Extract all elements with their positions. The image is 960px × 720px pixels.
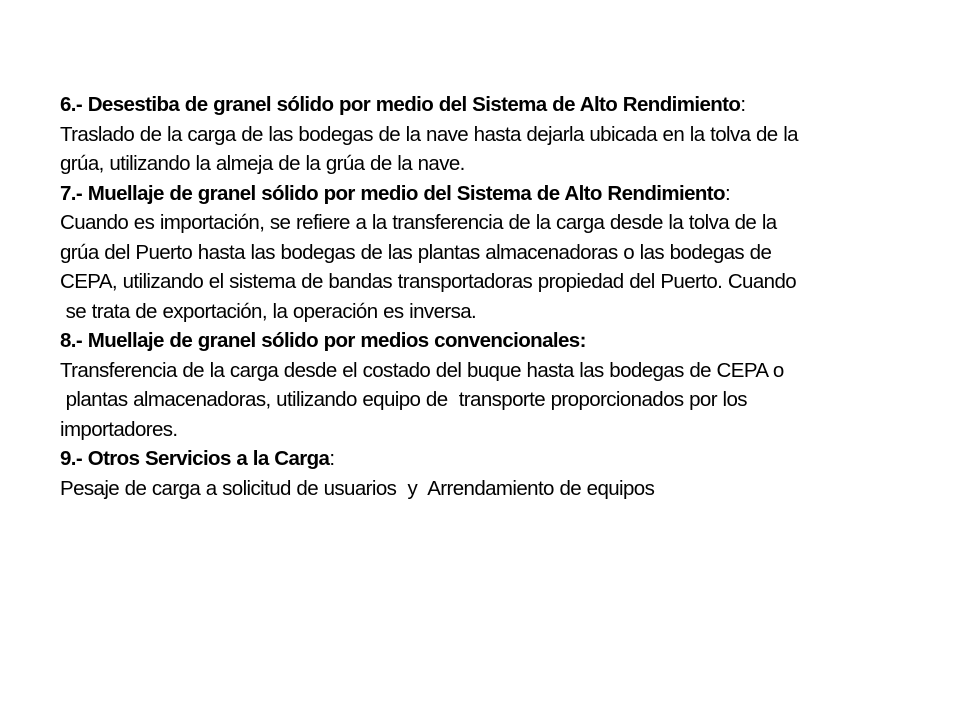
item-7-heading-suffix: : [724,181,731,205]
item-6-heading-line [60,90,950,120]
item-6-body-line-1: Traslado de la carga de las bodegas de la nave hasta dejarla ubicada en la tolva de la [60,122,798,146]
item-9-body-line-1: Pesaje de carga a solicitud de usuarios y Arrendamiento de equipos [60,476,655,500]
item-9-heading-line [60,444,950,474]
item-9-heading: 9.- Otros Servicios a la Carga [60,447,330,470]
item-8-body-line-3: importadores. [60,417,178,441]
item-8-body-line-2: plantas almacenadoras, utilizando equipo de transporte proporcionados por los [60,388,747,411]
services-text-block [60,90,950,503]
item-6-body-line-2: grúa, utilizando la almeja de la grúa de la nave. [60,152,465,175]
item-8-heading: 8.- Muellaje de granel sólido por medios convencionales: [60,329,586,352]
item-6-heading-suffix: : [740,93,746,116]
item-7-body-line-3: CEPA, utilizando el sistema de bandas transportadoras propiedad del Puerto. Cuando [60,270,797,293]
item-8-heading-line [60,326,950,356]
item-7-body-line-1: Cuando es importación, se refiere a la transferencia de la carga desde la tolva de la [60,211,777,234]
item-7-body-line-4: se trata de exportación, la operación es inversa. [60,299,477,323]
item-8-body-line-1: Transferencia de la carga desde el costado del buque hasta las bodegas de CEPA o [60,358,784,382]
item-7-heading: 7.- Muellaje de granel sólido por medio del Sistema de Alto Rendimiento [60,181,725,205]
item-7-heading-line [60,179,950,209]
item-9-heading-suffix: : [329,447,335,470]
item-6-heading: 6.- Desestiba de granel sólido por medio del Sistema de Alto Rendimiento [60,93,741,116]
item-7-body-line-2: grúa del Puerto hasta las bodegas de las plantas almacenadoras o las bodegas de [60,240,772,264]
